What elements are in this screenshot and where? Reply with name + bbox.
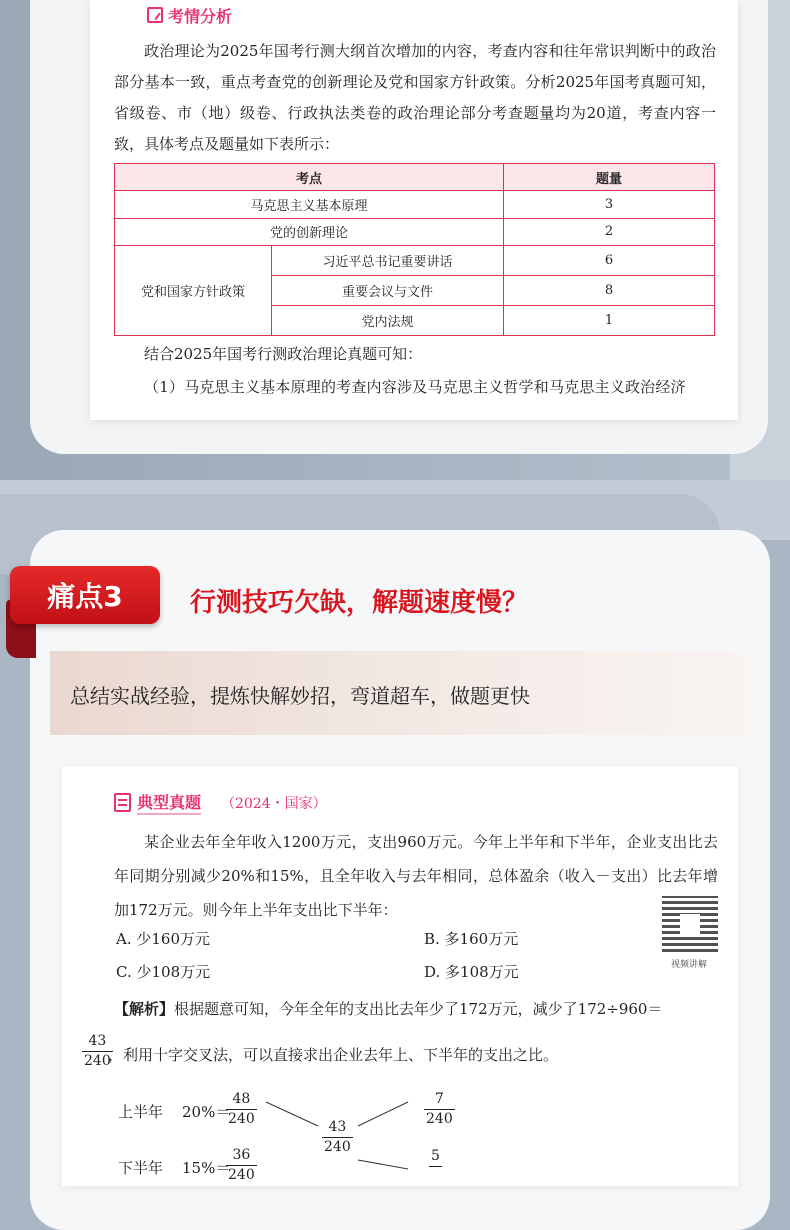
table-cell-count: 6 (504, 246, 715, 276)
pain-point-badge (10, 566, 160, 624)
table-cell-count: 1 (504, 306, 715, 336)
table-group-label: 党和国家方针政策 (115, 246, 272, 336)
option-c: C. 少108万元 (116, 963, 211, 981)
option-a: A. 少160万元 (116, 930, 210, 948)
conclusion-item-1: （1）马克思主义基本原理的考查内容涉及马克思主义哲学和马克思主义政治经济 (144, 378, 686, 396)
right-bottom-fraction (429, 1146, 442, 1167)
analysis-line-1: 根据题意可知，今年全年的支出比去年少了172万元，减少了172÷960＝ (174, 1000, 663, 1018)
right-top-fraction (424, 1090, 455, 1129)
document-list-icon (114, 793, 131, 812)
lower-half-label: 下半年 (118, 1159, 164, 1177)
table-cell-point: 党的创新理论 (115, 218, 504, 246)
question-stem: 某企业去年全年收入1200万元，支出960万元。今年上半年和下半年，企业支出比去年同期分别减少20%和15%，且全年收入与去年相同，总体盈余（收入－支出）比去年增加172万元。则今年上半年支出比下半年： (114, 833, 718, 919)
cross-lines (262, 1098, 412, 1169)
table-row (115, 246, 715, 276)
analysis-paragraph: 政治理论为2025年国考行测大纲首次增加的内容，考查内容和往年常识判断中的政治部分基本一致，重点考查党的创新理论及党和国家方针政策。分析2025年国考真题可知，省级卷、市（地）级卷、行政执法类卷的政治理论部分考查题量均为20道，考查内容一致，具体考点及题量如下表所示： (114, 42, 716, 153)
lower-fraction (226, 1146, 257, 1185)
typical-question-title: 典型真题 (137, 790, 201, 815)
fraction-denominator: 240 (228, 1167, 255, 1183)
table-row (115, 191, 715, 219)
fraction-denominator: 240 (228, 1111, 255, 1127)
fraction-denominator: 240 (84, 1053, 111, 1069)
qr-caption: 视频讲解 (671, 960, 708, 970)
fraction-numerator: 5 (429, 1147, 442, 1167)
qr-code-center (680, 914, 700, 934)
pain-point-title: 行测技巧欠缺，解题速度慢？ (190, 588, 529, 618)
fraction-denominator: 240 (324, 1139, 351, 1155)
analysis-line-2: ，利用十字交叉法，可以直接求出企业去年上、下半年的支出之比。 (108, 1046, 559, 1064)
option-b: B. 多160万元 (424, 930, 519, 948)
typical-question-header (114, 790, 327, 815)
table-cell-count: 3 (504, 191, 715, 219)
table-cell-point: 重要会议与文件 (272, 276, 504, 306)
analysis-label: 【解析】 (114, 1000, 175, 1018)
lower-half-pct: 15%＝ (182, 1159, 231, 1177)
table-cell-count: 8 (504, 276, 715, 306)
pencil-note-icon (147, 7, 163, 23)
upper-half-label: 上半年 (118, 1103, 164, 1121)
cross-line-lower-right (358, 1160, 408, 1169)
topic-count-table (114, 163, 715, 336)
table-header-row (115, 164, 715, 191)
table-cell-point: 党内法规 (272, 306, 504, 336)
exam-analysis-header (147, 4, 232, 26)
fraction-numerator: 43 (82, 1032, 113, 1052)
cross-line-upper-right (358, 1102, 408, 1126)
option-d: D. 多108万元 (424, 963, 519, 981)
table-header-count: 题量 (504, 164, 715, 191)
upper-fraction (226, 1090, 257, 1129)
pain-point-badge-label: 痛点3 (47, 580, 123, 613)
exam-analysis-title: 考情分析 (168, 6, 233, 26)
fraction-numerator: 7 (424, 1090, 455, 1110)
question-source: （2024・国家） (221, 795, 327, 812)
upper-half-pct: 20%＝ (182, 1103, 231, 1121)
fraction-numerator: 36 (226, 1146, 257, 1166)
fraction-numerator: 48 (226, 1090, 257, 1110)
table-cell-point: 马克思主义基本原理 (115, 191, 504, 219)
fraction-numerator: 43 (322, 1118, 353, 1138)
conclusion-line: 结合2025年国考行测政治理论真题可知： (144, 345, 423, 363)
cross-line-upper-left (266, 1102, 318, 1126)
table-header-point: 考点 (115, 164, 504, 191)
table-cell-point: 习近平总书记重要讲话 (272, 246, 504, 276)
fraction-denominator: 240 (426, 1111, 453, 1127)
table-row (115, 218, 715, 246)
analysis-text (114, 996, 720, 1022)
summary-text: 总结实战经验，提炼快解妙招，弯道超车，做题更快 (70, 684, 530, 708)
table-cell-count: 2 (504, 218, 715, 246)
